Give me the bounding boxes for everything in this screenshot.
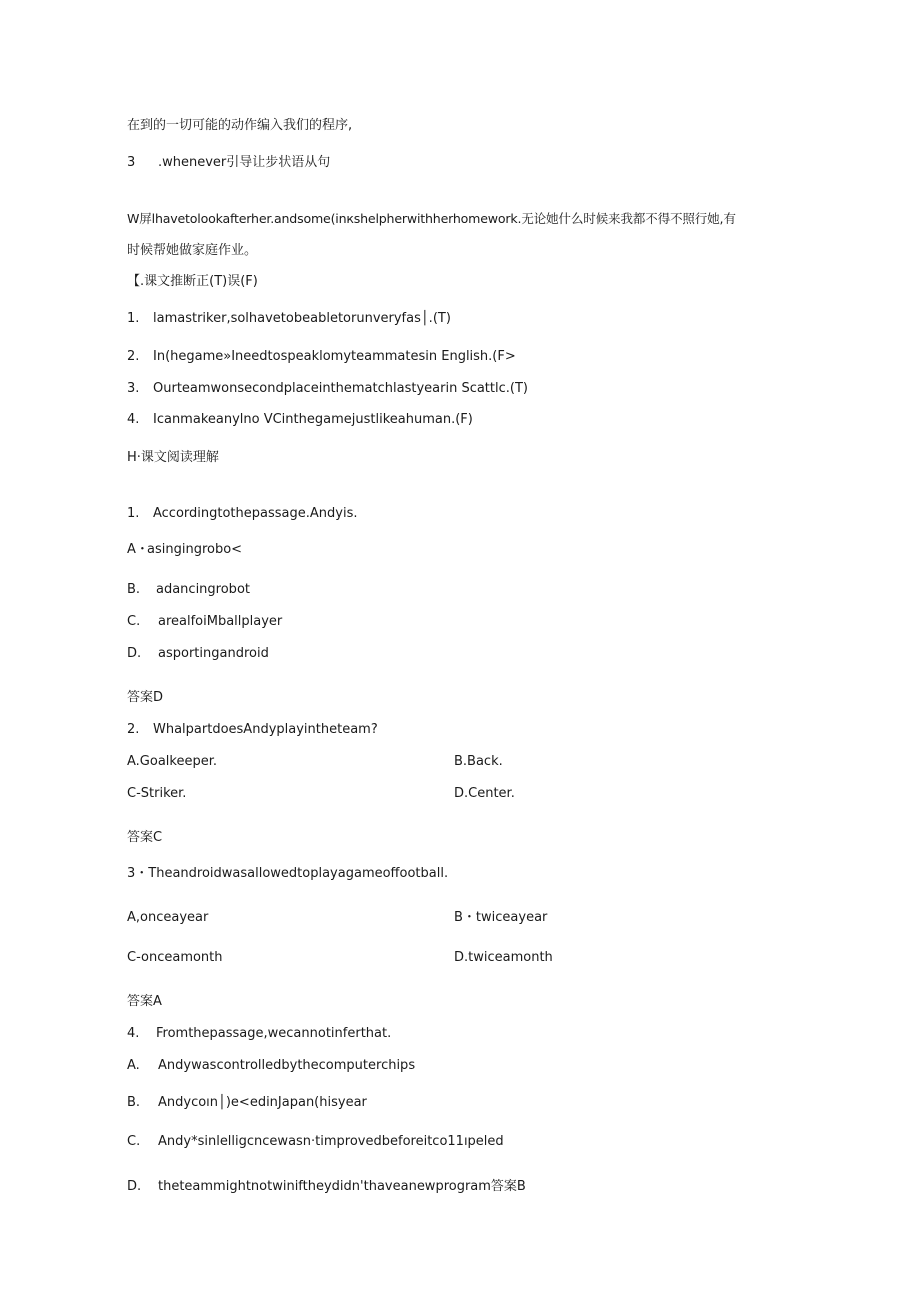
section-heading-true-false: 【.课文推断正(T)误(F) (127, 274, 258, 289)
option-label: A・ (127, 542, 149, 557)
option-c (127, 1133, 504, 1151)
option-b: B・twiceayear (454, 910, 548, 925)
option-a: A,onceayear (127, 910, 209, 925)
text-line-4: 时候帮她做家庭作业。 (127, 243, 258, 258)
item-text: Icanmakeanylno VCinthegamejustlikeahuman.(F) (153, 412, 473, 427)
tf-item (127, 411, 473, 429)
item-number: 1. (127, 506, 140, 521)
item-text: In(hegame»Ineedtospeaklomyteammatesin English.(F> (153, 349, 516, 364)
option-d (127, 1178, 526, 1196)
tf-item (127, 380, 528, 398)
option-text: asingingrobo< (147, 542, 243, 557)
option-a: A.Goalkeeper. (127, 754, 217, 769)
question-4-stem (127, 1025, 391, 1043)
option-text: theteammightnotwinifthеydidn'thaveanewprogram答案B (158, 1179, 526, 1194)
option-a (127, 1057, 415, 1075)
option-text: adancingrobot (156, 582, 250, 597)
option-a (127, 541, 242, 559)
option-label: C. (127, 614, 141, 629)
question-text: Fromthepassage,wecannotinferthat. (156, 1026, 392, 1041)
question-text: WhalpartdoesAndyplayintheteam? (153, 722, 378, 737)
option-c: C-Striker. (127, 786, 187, 801)
answer-2: 答案C (127, 830, 163, 845)
option-label: D. (127, 1179, 142, 1194)
answer-3: 答案A (127, 994, 162, 1009)
option-text: Andy*sinlelligcncewasn·timprovedbeforeitco11ıpeled (158, 1134, 504, 1149)
option-c (127, 613, 282, 631)
item-number: 3 (127, 155, 136, 170)
option-b (127, 1094, 367, 1112)
item-text: lamastriker,solhavetobeabletorunveryfas│.(T) (153, 311, 451, 326)
tf-item (127, 348, 516, 366)
item-number: 1. (127, 311, 140, 326)
text-line-2 (127, 154, 330, 172)
option-label: B. (127, 582, 141, 597)
option-text: Andywascontrolledbythecomputerchips (158, 1058, 416, 1073)
option-b: B.Back. (454, 754, 503, 769)
option-text: arealfoiMballplayer (158, 614, 283, 629)
option-b (127, 581, 250, 599)
option-d: D.twiceamonth (454, 950, 553, 965)
question-1-stem (127, 505, 357, 523)
section-heading-reading: H·课文阅读理解 (127, 450, 219, 465)
option-label: D. (127, 646, 142, 661)
item-number: 2. (127, 722, 140, 737)
tf-item (127, 310, 451, 328)
option-label: C. (127, 1134, 141, 1149)
option-text: asportingandroid (158, 646, 269, 661)
item-number: 4. (127, 1026, 140, 1041)
item-number: 2. (127, 349, 140, 364)
question-3-stem: 3・Theandroidwasallowedtoplayagameoffootball. (127, 866, 449, 881)
question-2-stem (127, 721, 378, 739)
option-label: A. (127, 1058, 140, 1073)
item-number: 3. (127, 381, 140, 396)
option-text: Andycoın│)e<edinJapan(hisyear (158, 1095, 367, 1110)
item-text: Ourteamwonsecondplaceinthematchlastyearin Scattlc.(T) (153, 381, 528, 396)
question-text: Accordingtothepassage.Andyis. (153, 506, 358, 521)
text-line-3: W屏lhavetolookafterher.andsome(inкshelpherwithherhomework.无论她什么时候来我都不得不照行她,有 (127, 211, 736, 226)
text-line-1: 在到的一切可能的动作编入我们的程序, (127, 118, 353, 133)
option-d (127, 645, 269, 663)
option-c: C-onceamonth (127, 950, 223, 965)
item-number: 4. (127, 412, 140, 427)
option-d: D.Center. (454, 786, 515, 801)
option-label: B. (127, 1095, 141, 1110)
answer-1: 答案D (127, 690, 164, 705)
line-text: .whenever引导让步状语从句 (158, 155, 331, 170)
